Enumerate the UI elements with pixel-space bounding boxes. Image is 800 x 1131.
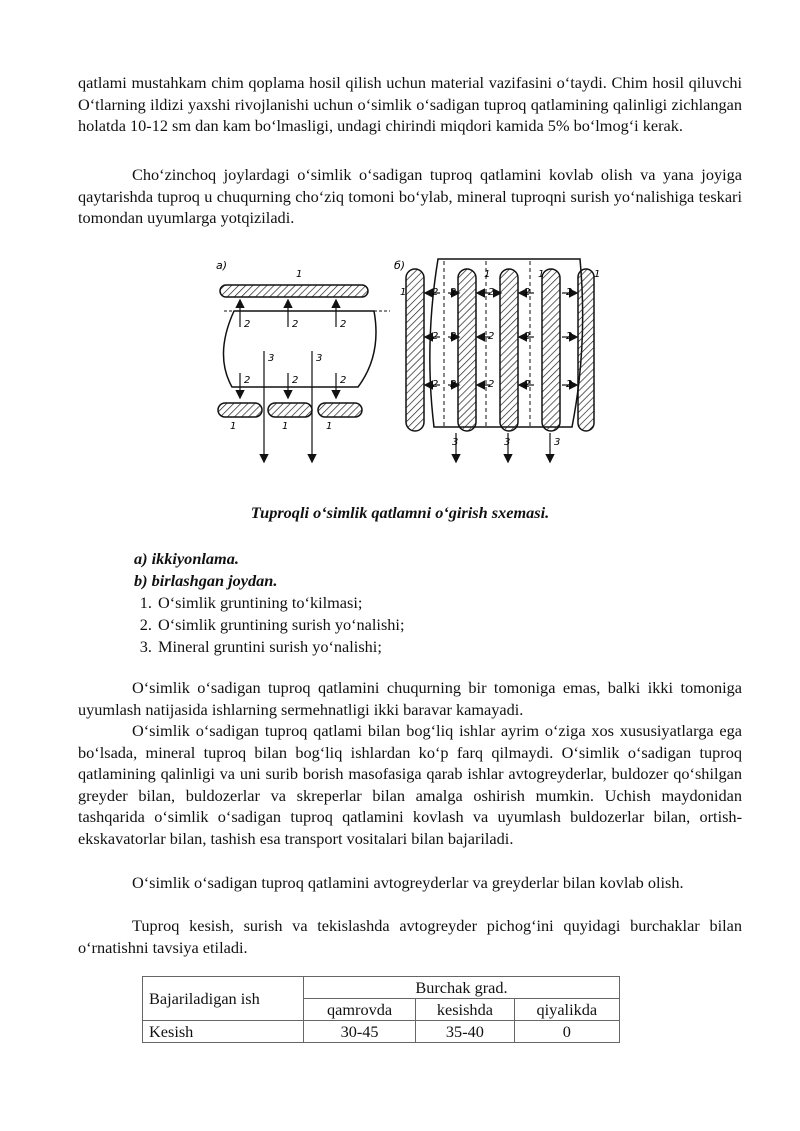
label-b: б) <box>394 259 406 272</box>
svg-text:2: 2 <box>244 375 251 386</box>
svg-text:2: 2 <box>244 319 251 330</box>
svg-text:2: 2 <box>488 379 495 390</box>
row-work: Kesish <box>143 1021 304 1043</box>
subheader-slope: qiyalikda <box>514 999 619 1021</box>
svg-text:2: 2 <box>524 287 531 298</box>
figure-legend <box>134 548 404 658</box>
paragraph-5: O‘simlik o‘sadigan tuproq qatlamini avtogreyderlar va greyderlar bilan kovlab olish. <box>132 873 684 892</box>
legend-list <box>134 592 404 658</box>
svg-text:3: 3 <box>268 353 275 364</box>
svg-text:1: 1 <box>538 269 545 280</box>
svg-text:2: 2 <box>292 319 299 330</box>
paragraph-2: Cho‘zinchoq joylardagi o‘simlik o‘sadigan tuproq qatlamini kovlab olish va yana joyiga qaytarishda tuproq u chuqurning cho‘ziq tomoni bo‘ylab, mineral tuproqni surish yo‘nalishiga teskari tomondan uyumlarga yotqiziladi. <box>78 165 742 228</box>
legend-item: 1. O‘simlik gruntining to‘kilmasi; <box>156 592 404 614</box>
svg-text:2: 2 <box>340 319 347 330</box>
row-value: 30-45 <box>304 1021 416 1043</box>
subheader-cutting: kesishda <box>416 999 514 1021</box>
svg-text:2: 2 <box>432 287 439 298</box>
legend-a: a) ikkiyonlama. <box>134 549 239 568</box>
table-row <box>143 1021 620 1043</box>
svg-text:2: 2 <box>488 331 495 342</box>
header-angle: Burchak grad. <box>304 977 620 999</box>
svg-text:3: 3 <box>504 437 511 448</box>
svg-text:2: 2 <box>450 287 457 298</box>
legend-item: 3. Mineral gruntini surish yo‘nalishi; <box>156 636 404 658</box>
legend-b: b) birlashgan joydan. <box>134 571 278 590</box>
svg-text:2: 2 <box>566 331 573 342</box>
figure-caption: Tuproqli o‘simlik qatlamni o‘girish sxemasi. <box>250 503 550 522</box>
legend-item: 2. O‘simlik gruntining surish yo‘nalishi; <box>156 614 404 636</box>
soil-layer-diagram <box>212 255 612 467</box>
svg-text:2: 2 <box>566 379 573 390</box>
paragraph-4: O‘simlik o‘sadigan tuproq qatlami bilan bog‘liq ishlar ayrim o‘ziga xos xususiyatlarga ega bo‘lsada, mineral tuproq bilan bog‘liq ishlardan ko‘p farq qilmaydi. O‘simlik o‘sadigan tuproq qatlamining qalinligi va uni surib borish masofasiga qarab ishlar avtogreyderlar, buldozer qo‘shilgan greyder bilan, buldozerlar va skreperlar bilan amalga oshirish mumkin. Uchish maydonidan tashqarida o‘simlik o‘sadigan tuproq qatlamini kovlash va uyumlash buldozerlar bilan, ortish-ekskavatorlar bilan, tashish esa transport vositalari bilan bajariladi. <box>78 721 742 848</box>
svg-text:2: 2 <box>292 375 299 386</box>
svg-text:2: 2 <box>450 331 457 342</box>
row-value: 0 <box>514 1021 619 1043</box>
svg-text:2: 2 <box>524 379 531 390</box>
svg-text:2: 2 <box>566 287 573 298</box>
soil-pile <box>220 285 368 297</box>
subheader-coverage: qamrovda <box>304 999 416 1021</box>
blade-angle-table <box>142 976 620 1043</box>
svg-text:2: 2 <box>432 331 439 342</box>
paragraph-3: O‘simlik o‘sadigan tuproq qatlamini chuqurning bir tomoniga emas, balki ikki tomoniga uyumlash natijasida ishlarning sermehnatligi ikki baravar kamayadi. <box>78 678 742 719</box>
row-value: 35-40 <box>416 1021 514 1043</box>
svg-text:1: 1 <box>400 287 407 298</box>
svg-text:1: 1 <box>282 421 289 432</box>
svg-text:3: 3 <box>554 437 561 448</box>
svg-text:2: 2 <box>524 331 531 342</box>
svg-text:1: 1 <box>326 421 333 432</box>
svg-text:3: 3 <box>316 353 323 364</box>
svg-text:2: 2 <box>432 379 439 390</box>
svg-text:1: 1 <box>230 421 237 432</box>
svg-text:2: 2 <box>340 375 347 386</box>
header-work: Bajariladigan ish <box>143 977 304 1021</box>
svg-text:2: 2 <box>488 287 495 298</box>
paragraph-6: Tuproq kesish, surish va tekislashda avtogreyder pichog‘ini quyidagi burchaklar bilan o‘rnatishni tavsiya etiladi. <box>78 916 742 957</box>
svg-text:1: 1 <box>594 269 601 280</box>
svg-text:1: 1 <box>484 269 491 280</box>
paragraph-1: qatlami mustahkam chim qoplama hosil qilish uchun material vazifasini o‘taydi. Chim hosil qiluvchi O‘tlarning ildizi yaxshi rivojlanishi uchun o‘simlik o‘sadigan tuproq qatlamining qalinligi zichlangan holatda 10-12 sm dan kam bo‘lmasligi, undagi chirindi miqdori kamida 5% bo‘lmog‘i kerak. <box>78 73 742 136</box>
mark-1: 1 <box>296 269 303 280</box>
svg-text:3: 3 <box>452 437 459 448</box>
svg-text:2: 2 <box>450 379 457 390</box>
label-a: а) <box>216 259 228 272</box>
